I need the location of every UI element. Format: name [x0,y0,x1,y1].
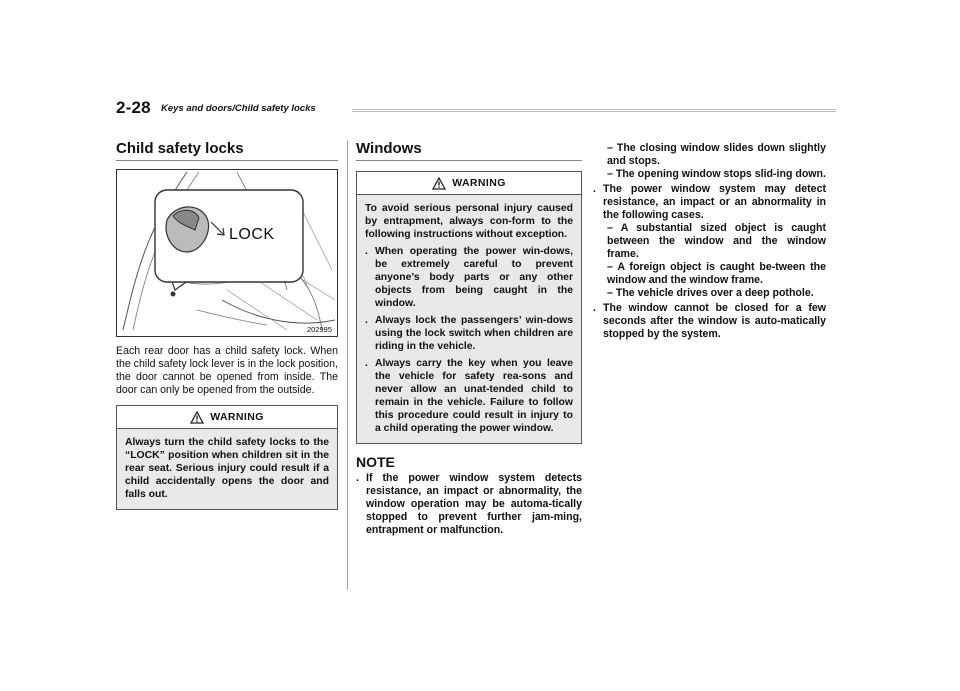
dash-mark: – [607,222,613,234]
warning-body-windows [357,195,581,443]
warning-triangle-icon [432,177,446,190]
note-dash-list [593,142,826,181]
bullet-mark: . [365,315,368,326]
warning-triangle-icon [190,411,204,424]
note-dash-text: The closing window slides down slightly and stops. [607,142,826,167]
bullet-mark: . [365,358,368,369]
bullet-mark: . [593,183,596,195]
note-dash-list [593,222,826,300]
note-item-text: If the power window system detects resistance, an impact or abnormality, the window operation may be automa-tically stopped to prevent further jam-ming, entrapment or malfunction. [366,472,582,536]
note-item [356,472,582,537]
note-dash-text: A substantial sized object is caught between the window and the window frame. [607,222,826,260]
header-rule [352,109,836,112]
note-dash-text: A foreign object is caught be-tween the window and the window frame. [607,261,826,286]
note-dash-item [593,222,826,261]
section-title-child-safety-locks: Child safety locks [116,140,338,161]
warning-intro: To avoid serious personal injury caused by entrapment, always con-form to the following instructions without exception. [365,203,573,240]
column-child-safety-locks [116,140,338,510]
warning-bullet [365,314,573,353]
bullet-mark: . [593,302,596,314]
note-item [593,183,826,222]
child-lock-illustration [116,169,338,337]
section-title-windows: Windows [356,140,582,161]
page-number: 2-28 [116,98,151,117]
bullet-mark: . [365,246,368,257]
warning-bullet-text: Always carry the key when you leave the vehicle for safety rea-sons and never allow an unat-tended child to remain in the vehicle. Failure to follow this procedure could result in injury to a child operating the power window. [375,358,573,434]
warning-text: Always turn the child safety locks to the “LOCK” position when children sit in the rear seat. Serious injury could result if a child accidentally opens the door and falls out. [125,437,329,500]
column-windows [356,140,582,537]
dash-mark: – [607,168,613,180]
warning-header [117,406,337,429]
warning-label: WARNING [452,177,506,189]
dash-mark: – [607,142,613,154]
note-dash-item [593,142,826,168]
dash-mark: – [607,287,613,299]
note-item-text: The power window system may detect resistance, an impact or an abnormality in the following cases. [603,183,826,221]
header-title: Keys and doors/Child safety locks [161,103,316,114]
child-lock-description: Each rear door has a child safety lock. When the child safety lock lever is in the lock position, the door cannot be opened from inside. The door can only be opened from the outside. [116,345,338,396]
note-dash-item [593,168,826,181]
warning-header [357,172,581,195]
note-dash-item [593,287,826,300]
note-dash-text: The opening window stops slid-ing down. [615,168,826,180]
dash-mark: – [607,261,613,273]
warning-box-child-locks [116,405,338,510]
warning-bullet [365,357,573,435]
note-dash-text: The vehicle drives over a deep pothole. [615,287,814,299]
warning-label: WARNING [210,411,264,423]
figure-code: 202995 [306,325,332,334]
warning-bullet-text: Always lock the passengers’ win-dows using the lock switch when children are riding in the vehicle. [375,315,573,352]
warning-bullet [365,245,573,310]
note-dash-item [593,261,826,287]
column-divider [347,140,348,590]
lock-label: LOCK [229,226,275,243]
page-header [116,98,836,122]
note-item [593,302,826,341]
warning-bullet-text: When operating the power win-dows, be extremely careful to prevent anyone’s body parts or any other objects from being caught in the window. [375,246,573,309]
note-item-text: The window cannot be closed for a few seconds after the window is auto-matically stopped by the system. [603,302,826,340]
column-note-continued [593,142,826,341]
bullet-mark: . [356,472,359,484]
warning-box-windows [356,171,582,444]
note-title: NOTE [356,454,395,470]
door-illustration [117,170,337,336]
